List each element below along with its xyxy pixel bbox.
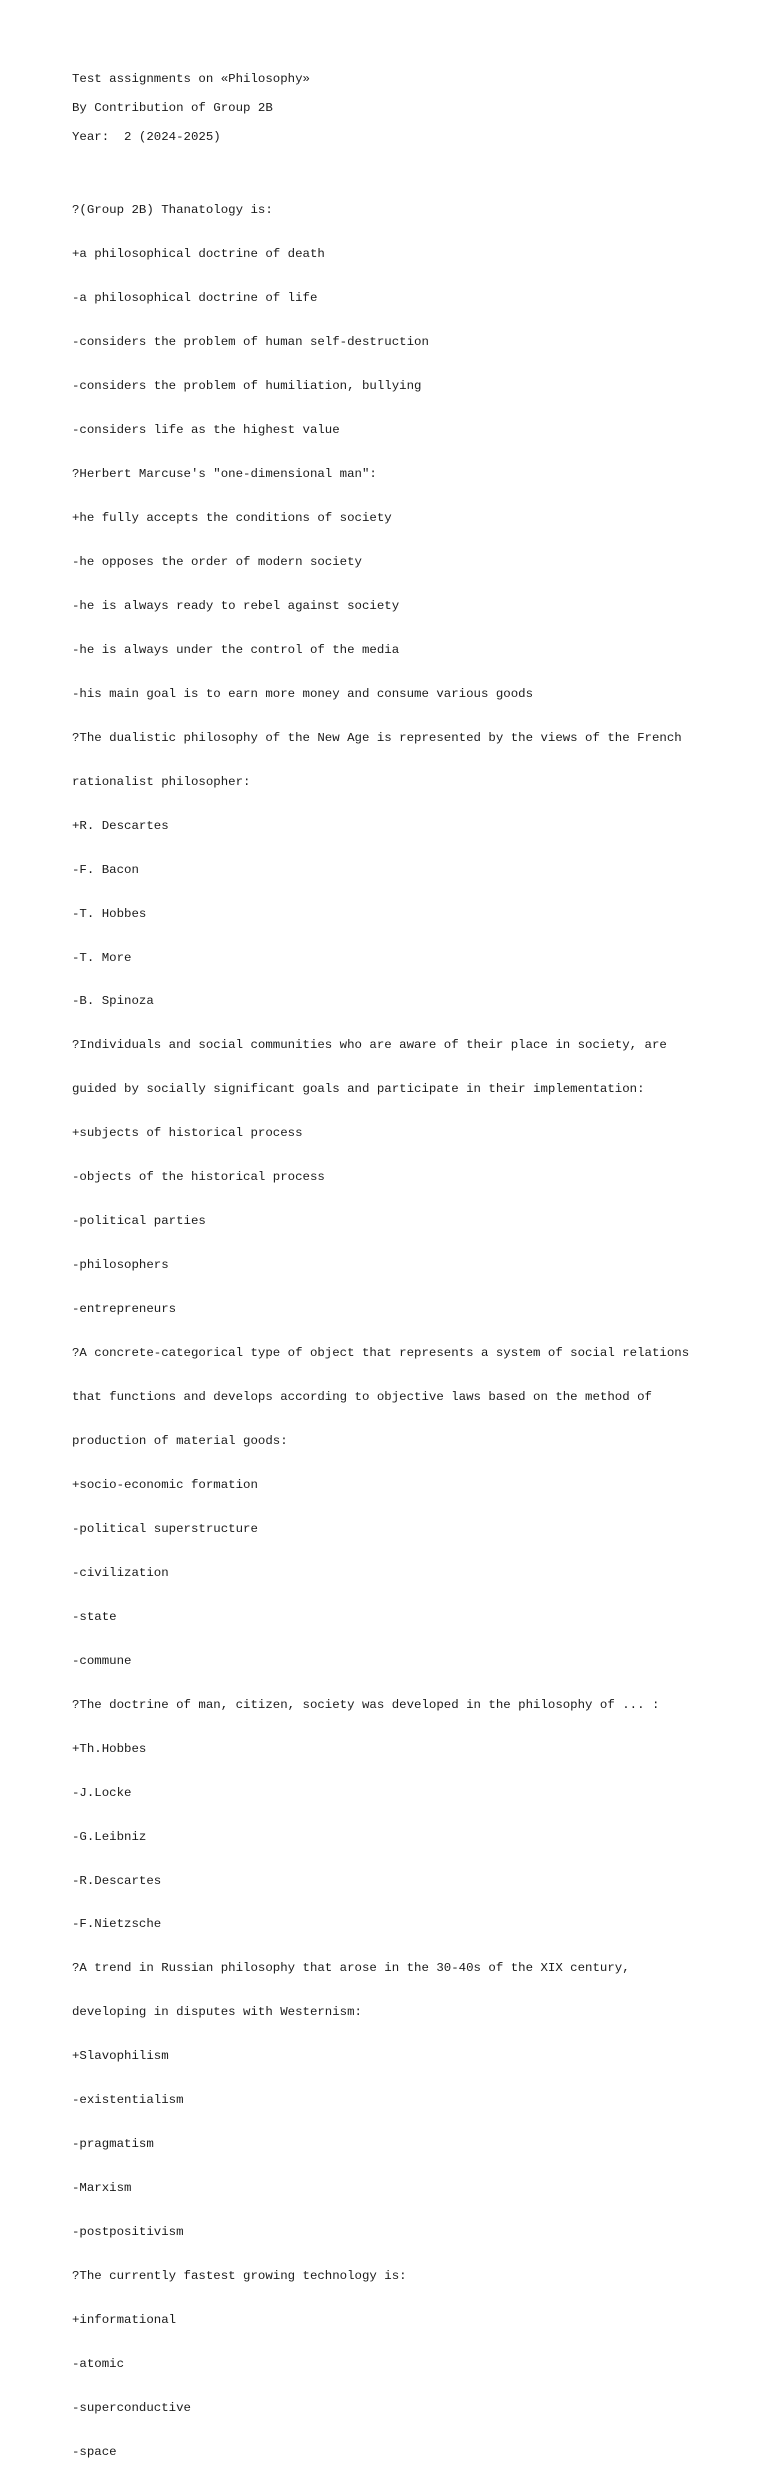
document-title: Test assignments on «Philosophy» [72,72,310,86]
question-line: ?A trend in Russian philosophy that arose in the 30-40s of the XIX century, [72,1961,630,1976]
answer-option-line: -superconductive [72,2400,191,2415]
question-line: ?(Group 2B) Thanatology is: [72,203,273,218]
correct-answer-line: +he fully accepts the conditions of society [72,510,392,525]
correct-answer-line: +informational [72,2313,177,2328]
answer-option-line: -entrepreneurs [72,1302,177,1317]
answer-option-line: -atomic [72,2357,125,2372]
answer-option-line: -space [72,2444,117,2459]
correct-answer-line: +socio-economic formation [72,1477,258,1492]
question-line: that functions and develops according to objective laws based on the method of [72,1390,652,1405]
answer-option-line: -F.Nietzsche [72,1917,162,1932]
answer-option-line: -he is always under the control of the media [72,642,400,657]
correct-answer-line: +Slavophilism [72,2049,169,2064]
answer-option-line: -philosophers [72,1258,169,1273]
answer-option-line: -state [72,1609,117,1624]
answer-option-line: -postpositivism [72,2225,184,2240]
question-line: ?The dualistic philosophy of the New Age is represented by the views of the French [72,730,682,745]
answer-option-line: -a philosophical doctrine of life [72,291,318,306]
question-line: ?Herbert Marcuse's "one-dimensional man": [72,467,377,482]
answer-option-line: -F. Bacon [72,862,139,877]
question-line: ?A concrete-categorical type of object that represents a system of social relations [72,1346,690,1361]
correct-answer-line: +subjects of historical process [72,1126,303,1141]
year-line: Year: 2 (2024-2025) [72,130,221,144]
answer-option-line: -B. Spinoza [72,994,154,1009]
question-line: ?The currently fastest growing technology is: [72,2269,407,2284]
answer-option-line: -Marxism [72,2181,132,2196]
answer-option-line: -G.Leibniz [72,1829,147,1844]
answer-option-line: -pragmatism [72,2137,154,2152]
answer-option-line: -T. More [72,950,132,965]
correct-answer-line: +R. Descartes [72,818,169,833]
answer-option-line: -commune [72,1653,132,1668]
question-line: production of material goods: [72,1434,288,1448]
answer-option-line: -T. Hobbes [72,906,147,921]
question-line: ?The doctrine of man, citizen, society was developed in the philosophy of ... : [72,1697,660,1712]
contribution-line: By Contribution of Group 2B [72,101,273,115]
answer-option-line: -J.Locke [72,1785,132,1800]
answer-option-line: -considers the problem of human self-destruction [72,335,429,350]
correct-answer-line: +Th.Hobbes [72,1741,147,1756]
answer-option-line: -civilization [72,1565,169,1580]
answer-option-line: -political superstructure [72,1521,258,1536]
answer-option-line: -R.Descartes [72,1873,162,1888]
answer-option-line: -considers life as the highest value [72,423,340,438]
correct-answer-line: +a philosophical doctrine of death [72,247,325,262]
answer-option-line: -he is always ready to rebel against society [72,598,400,613]
question-line: guided by socially significant goals and participate in their implementation: [72,1082,645,1097]
answer-option-line: -existentialism [72,2093,184,2108]
answer-option-line: -political parties [72,1214,206,1229]
answer-option-line: -his main goal is to earn more money and consume various goods [72,686,534,701]
answer-option-line: -he opposes the order of modern society [72,554,362,569]
test-questions-block [72,174,712,2489]
answer-option-line: -objects of the historical process [72,1170,325,1185]
question-line: rationalist philosopher: [72,774,251,789]
question-line: ?Individuals and social communities who are aware of their place in society, are [72,1038,667,1053]
answer-option-line: -considers the problem of humiliation, bullying [72,379,422,394]
question-line: developing in disputes with Westernism: [72,2005,362,2020]
